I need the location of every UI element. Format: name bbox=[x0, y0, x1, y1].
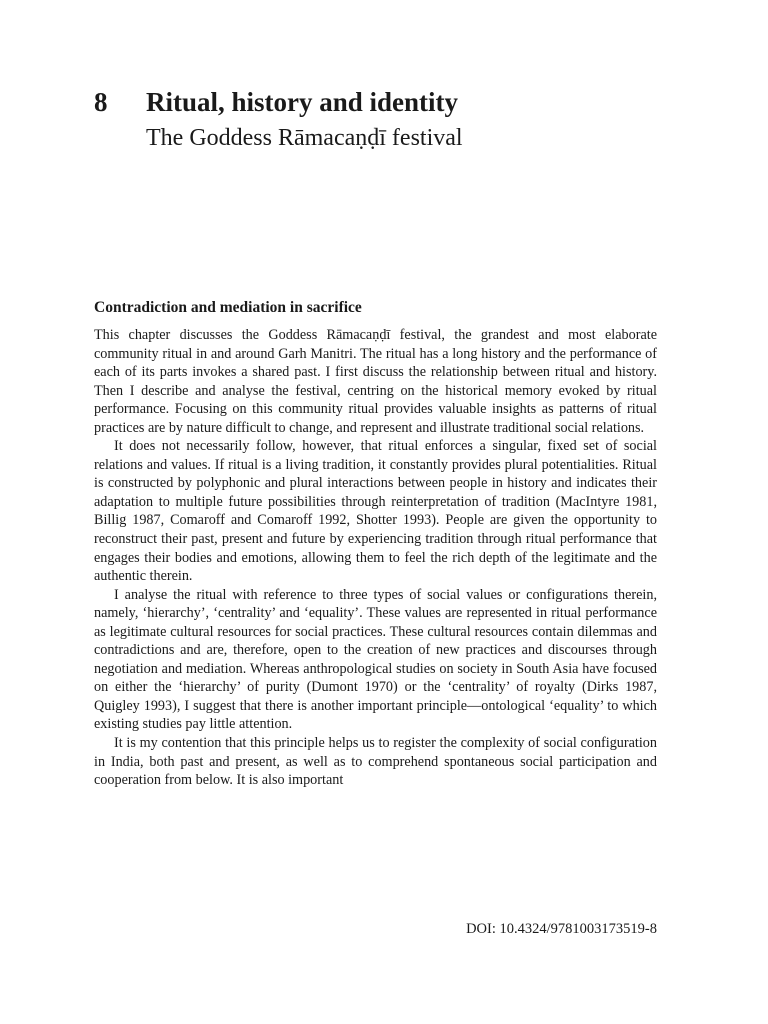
paragraph: It does not necessarily follow, however, that ritual enforces a singular, fixed set of social relations and values. If ritual is a living tradition, it constantly provides plural potentialities. Ritual is constructed by polyphonic and plural interactions between people in history and indicates their adaptation to multiple future possibilities through reinterpretation of tradition (MacIntyre 1981, Billig 1987, Comaroff and Comaroff 1992, Shotter 1993). People are given the opportunity to reconstruct their past, present and future by experiencing tradition through ritual performance that engages their bodies and emotions, allowing them to feel the rich depth of the legitimate and the authentic therein. bbox=[94, 438, 657, 585]
chapter-title: Ritual, history and identity bbox=[146, 87, 459, 117]
paragraph: It is my contention that this principle helps us to register the complexity of social configuration in India, both past and present, as well as to comprehend spontaneous social participation and cooperation from below. It is also important bbox=[94, 735, 657, 789]
chapter-heading bbox=[94, 84, 694, 155]
paragraph: I analyse the ritual with reference to three types of social values or configurations therein, namely, ‘hierarchy’, ‘centrality’ and ‘equality’. These values are represented in ritual performance as legitimate cultural resources for social practices. These cultural resources contain dilemmas and contradictions and are, therefore, open to the creation of new practices and discourses through negotiation and mediation. Whereas anthropological studies on society in South Asia have focused on either the ‘hierarchy’ of purity (Dumont 1970) or the ‘centrality’ of royalty (Dirks 1987, Quigley 1993), I suggest that there is another important principle—ontological ‘equality’ to which existing studies pay little attention. bbox=[94, 586, 657, 733]
body-text bbox=[94, 326, 657, 790]
paragraph: This chapter discusses the Goddess Rāmacaṇḍī festival, the grandest and most elaborate community ritual in and around Garh Manitri. The ritual has a long history and the performance of each of its parts invokes a shared past. I first discuss the relationship between ritual and history. Then I describe and analyse the festival, centring on the historical memory evoked by ritual performance. Focusing on this community ritual provides valuable insights as patterns of ritual practices are by nature difficult to change, and represent and illustrate traditional social relations. bbox=[94, 327, 657, 436]
section-heading: Contradiction and mediation in sacrifice bbox=[94, 299, 362, 316]
chapter-title-line bbox=[94, 84, 694, 120]
chapter-subtitle: The Goddess Rāmacaṇḍī festival bbox=[146, 125, 463, 151]
doi-footer: DOI: 10.4324/9781003173519-8 bbox=[466, 921, 657, 937]
chapter-number: 8 bbox=[94, 87, 108, 117]
